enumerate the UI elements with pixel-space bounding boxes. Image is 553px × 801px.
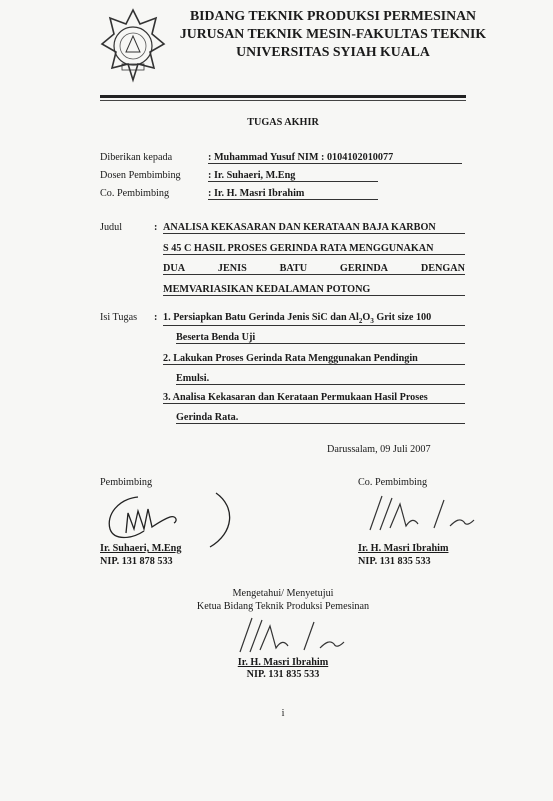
approval-line-2: Ketua Bidang Teknik Produksi Pemesinan	[196, 601, 370, 612]
isi-item-1	[163, 312, 465, 326]
isi-item-3: 3. Analisa Kekasaran dan Kerataan Permukaan Hasil Proses	[163, 392, 465, 404]
left-signature-name: Ir. Suhaeri, M.Eng	[100, 543, 182, 554]
header-rule-thick	[100, 95, 466, 98]
judul-word: JENIS	[217, 263, 247, 274]
right-signature-name: Ir. H. Masri Ibrahim	[358, 543, 449, 554]
judul-colon: :	[154, 222, 158, 233]
place-date: Darussalam, 09 Juli 2007	[327, 444, 431, 455]
diberikan-label: Diberikan kepada	[100, 152, 173, 163]
isi-item-1-text: 1. Persiapkan Batu Gerinda Jenis SiC dan Al	[163, 312, 359, 323]
left-signature-nip: NIP. 131 878 533	[100, 556, 173, 567]
subscript-2: 2	[358, 317, 363, 326]
judul-label: Judul	[100, 222, 123, 233]
isi-label: Isi Tugas	[100, 312, 138, 323]
isi-item-2-line-2: Emulsi.	[176, 373, 465, 385]
co-label: Co. Pembimbing	[100, 188, 170, 199]
center-signature-nip: NIP. 131 835 533	[246, 669, 320, 680]
judul-line-3	[163, 263, 465, 275]
right-signature-role: Co. Pembimbing	[358, 477, 428, 488]
isi-item-1-o: O	[362, 312, 371, 323]
isi-item-2: 2. Lakukan Proses Gerinda Rata Menggunakan Pendingin	[163, 353, 465, 365]
isi-item-1-grit: Grit size 100	[373, 312, 432, 323]
header-line-2: JURUSAN TEKNIK MESIN-FAKULTAS TEKNIK	[179, 26, 487, 41]
page-number: i	[281, 708, 285, 719]
center-signature-name: Ir. H. Masri Ibrahim	[237, 657, 329, 668]
header-line-1: BIDANG TEKNIK PRODUKSI PERMESINAN	[189, 8, 477, 23]
diberikan-value: : Muhammad Yusuf NIM : 0104102010077	[208, 152, 462, 164]
approval-line-1: Mengetahui/ Menyetujui	[232, 588, 334, 599]
right-signature-nip: NIP. 131 835 533	[358, 556, 431, 567]
judul-word: DUA	[163, 263, 186, 274]
judul-line-1: ANALISA KEKASARAN DAN KERATAAN BAJA KARBON	[163, 222, 465, 234]
isi-colon: :	[154, 312, 158, 323]
document-title: TUGAS AKHIR	[247, 117, 319, 128]
header-rule-thin	[100, 100, 466, 101]
judul-word: GERINDA	[339, 263, 389, 274]
university-logo	[100, 8, 166, 84]
isi-item-3-line-2: Gerinda Rata.	[176, 412, 465, 424]
dosen-label: Dosen Pembimbing	[100, 170, 181, 181]
judul-word: DENGAN	[420, 263, 465, 274]
dosen-value: : Ir. Suhaeri, M.Eng	[208, 170, 378, 182]
judul-line-4: MEMVARIASIKAN KEDALAMAN POTONG	[163, 284, 465, 296]
co-value: : Ir. H. Masri Ibrahim	[208, 188, 378, 200]
isi-item-1-line-2: Beserta Benda Uji	[176, 332, 465, 344]
signature-co-pembimbing	[360, 490, 480, 536]
subscript-3: 3	[370, 317, 374, 326]
judul-line-2: S 45 C HASIL PROSES GERINDA RATA MENGGUNAKAN	[163, 243, 465, 255]
header-line-3: UNIVERSITAS SYIAH KUALA	[236, 44, 430, 59]
judul-word: BATU	[279, 263, 308, 274]
signature-ketua	[230, 612, 350, 658]
left-signature-role: Pembimbing	[100, 477, 153, 488]
